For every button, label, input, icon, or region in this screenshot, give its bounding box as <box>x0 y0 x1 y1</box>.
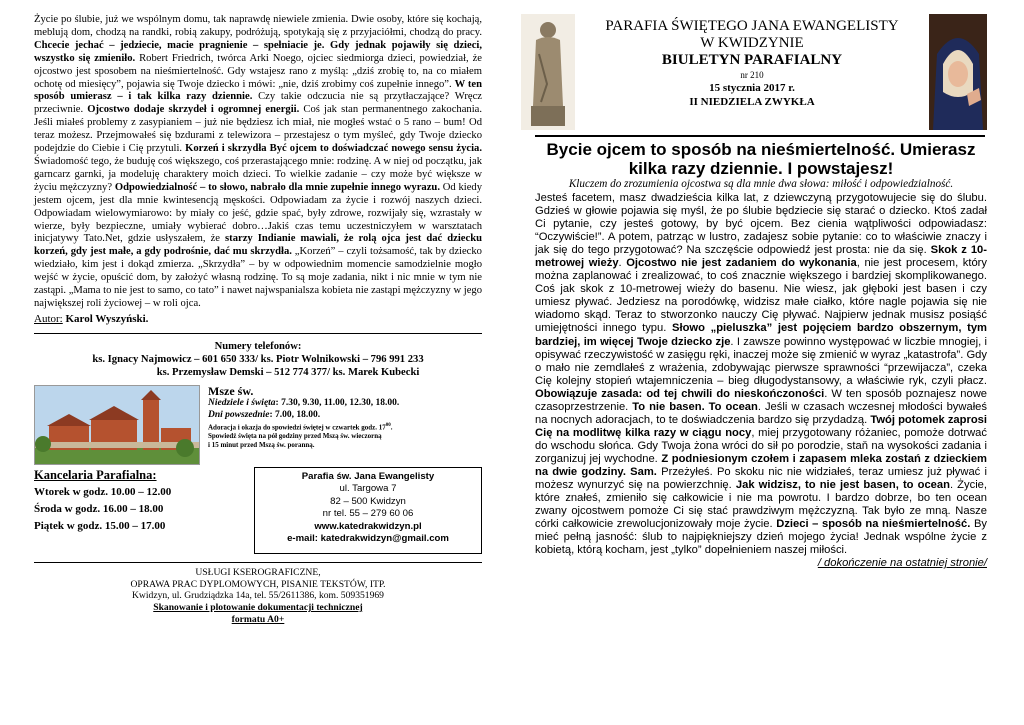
article-lead: Kluczem do zrozumienia ojcostwa są dla mnie dwa słowa: miłość i odpowiedzialność. <box>568 178 954 190</box>
mass-weekday: Dni powszednie: 7.00, 18.00. <box>208 409 321 420</box>
office-friday: Piątek w godz. 15.00 – 17.00 <box>34 519 166 532</box>
issue-date: 15 stycznia 2017 r. <box>709 82 795 94</box>
bulletin-title: BIULETYN PARAFIALNY <box>661 52 843 68</box>
article-headline: Bycie ojcem to sposób na nieśmiertelność. Umierasz kilka razy dziennie. I powstajesz! <box>546 140 976 178</box>
right-column <box>521 14 987 570</box>
print-services <box>34 562 482 626</box>
mass-times <box>208 385 399 465</box>
castle-image <box>34 385 200 465</box>
address-name: Parafia św. Jana Ewangelisty <box>301 470 435 482</box>
right-article: Jesteś facetem, masz dwadzieścia kilka lat, z dziewczyną przygotowujecie się do ślubu. Gdzieś w głowie pojawia się myśl, że po ślubie będziecie się starać o dziecko. Ktoś zadał Ci pytanie, czy jesteś gotowy, by być ojcem. Bez cienia wątpliwości odpowiadasz: “Oczywiście!”. A potem, patrząc w lustro, zadajesz sobie pytanie: co to właściwie znaczy i jak się do tego przygotować? Na szczęście odpowiedź jest prosta: nie da się. Skok z 10-metrowej wieży. Ojcostwo nie jest zadaniem do wykonania, nie jest procesem, który można zaplanować i zrealizować, to coś znacznie większego i bardziej skomplikowanego. Coś jak skok z 10-metrowej wieży do basenu. Nie wiesz, jak głęboki jest basen i czy umiesz pływać. Jedziesz na porodówkę, widzisz małe ciałko, które nagle pojawia się nie wiadomo skąd. Teraz to stworzonko nauczy Cię pływać. Najpierw jednak musisz posiąść umiejętności innego typu. Słowo „pieluszka” jest pojęciem bardzo obszernym, tym bardziej, im więcej Twoje dziecko zje. I zawsze powinno występować w liczbie mnogiej, i opisywać rzeczywistość w zasięgu ręki, inaczej może się zmienić w wyraz „katastrofa”. Gdy o mało nie zemdlałeś z wrażenia, zdobywając pierwsze sprawności “przewijacza”, czeka Cię kolejny stopień wtajemniczenia – bieg długodystansowy, a właściwie ryk, czyli płacz. Obowiązuje zasada: od tej chwili do nieskończoności. W ten sposób poznajesz nowe czasoprzestrzenie. To nie basen. To ocean. Jeśli w czasach wczesnej młodości bywałeś na nocnych adoracjach, to te doświadczenia bardzo się przydadzą. Twój potomek zaprosi Cię na modlitwę kilka razy w ciągu nocy, miej przygotowany różaniec, pomoże dotrwać do wschodu słońca. Gdy Twoja żona wróci do sił po porodzie, staň na wysokości zadania i zorganizuj jej wychodne. Z podniesionym czołem i zapasem mleka zostań z dzieckiem na dwie godziny. Sam. Przeżyłeś. Po skoku nic nie widziałeś, teraz umiesz już pływać i możesz wynurzyć się na powierzchnię. Jak widzisz, to nie jest basen, to ocean. Życie, które znałeś, zmieniło się całkowicie i nie ma powrotu. I bardzo dobrze, bo ten ocean zwany ojcostwem pomoże Ci się stać prawdziwym mężczyzną. Tak było ze mną. Nasze córki całkowicie zrewolucjonizowały moje życie. Dzieci – sposób na nieśmiertelność. By mieć pełną jasność: ślub to najpiękniejszy dzień mojego życia! Jednak wspólne życie z kobietą, którą kocham, jest „tylko” dopełnieniem naszej miłości. <box>535 192 988 557</box>
office-wednesday: Środa w godz. 16.00 – 18.00 <box>34 502 164 515</box>
castle-wall <box>35 442 199 448</box>
mass-sunday: Niedziele i święta: 7.30, 9.30, 11.00, 12.30, 18.00. <box>208 397 400 408</box>
services-line-1: USŁUGI KSEROGRAFICZNE, <box>195 566 321 578</box>
parish-town: W KWIDZYNIE <box>700 35 804 51</box>
office-tuesday: Wtorek w godz. 10.00 – 12.00 <box>34 485 172 498</box>
mass-note-1: Adoracja i okazja do spowiedzi świętej w czwartek godz. $17^{00}$. <box>208 422 393 432</box>
services-line-3: Kwidzyn, ul. Grudziądzka 14a, tel. 55/2611386, kom. 509351969 <box>132 590 384 602</box>
address-web-link[interactable]: www.katedrakwidzyn.pl <box>314 520 422 532</box>
liturgical-sunday: II NIEDZIELA ZWYKŁA <box>689 96 815 108</box>
address-email-link[interactable]: e-mail: katedrakwidzyn@gmail.com <box>287 533 449 545</box>
address-city: 82 – 500 Kwidzyn <box>330 495 406 507</box>
services-line-5: formatu A0+ <box>231 614 285 626</box>
services-line-2: OPRAWA PRAC DYPLOMOWYCH, PISANIE TEKSTÓW, ITP. <box>130 578 386 590</box>
mass-title: Msze św. <box>208 383 254 398</box>
saint-john-statue-image <box>521 14 575 130</box>
issue-number: nr 210 <box>740 70 764 80</box>
madonna-painting-image <box>929 14 987 130</box>
parish-office <box>34 467 244 554</box>
continued-note: / dokończenie na ostatniej stronie/ <box>817 557 987 570</box>
mass-section <box>34 385 482 465</box>
office-and-address <box>34 467 482 554</box>
left-article: Życie po ślubie, już we wspólnym domu, tak naprawdę niewiele zmienia. Dwie osoby, które się kochają, meblują dom, chodzą na randki, robią zakupy, podróżują, spotykają się z przyjaciółmi, chodzą do pracy. Chcecie jechać – jedziecie, macie pragnienie – spełniacie je. Gdy jednak pojawiły się dzieci, wszystko się zmieniło. Robert Friedrich, twórca Arki Noego, ojciec siedmiorga dzieci, powiedział, że ojcostwo jest sposobem na nieśmiertelność. Gdy wstajesz rano z myślą: „dziś zrobię to, na co miałem ochotę od miesięcy”, pojawia się Twoje dziecko i mówi: „nie, dziś zrobimy coś zupełnie innego”. W ten sposób umierasz – i tak kilka razy dziennie. Czy takie odczucia nie są przytłaczające? Wręcz przeciwnie. Ojcostwo dodaje skrzydeł i ogromnej energii. Coś jak stan permanentnego zakochania. Jeśli miałeś problemy z zasypianiem – już nie będziesz ich miał, nie mogłeś wstać o 5 rano – bum! Od teraz możesz. Przejmowałeś się bzdurami z telewizora – przestajesz o tym myśleć, gdy Twoje dziecko podejdzie do Ciebie i Cię przytuli. Korzeń i skrzydła Być ojcem to doświadczać nowego sensu życia. Świadomość tego, że buduję coś większego, coś przerastającego mnie: rodzinę. A w niej od początku, jak garncarz garnki, ja modeluję charaktery moich dzieci. To wielkie zadanie – czy może być większe w życiu mężczyzny? Odpowiedzialność – to słowo, nabrało dla mnie zupełnie innego wyrazu. Od kiedy jestem ojcem, jest dla mnie kwintesencją męskości. Odpowiadam za życie i rozwój naszych dzieci. Odpowiadam wielowymiarowo: by miały co jeść, gdzie spać, były zdrowe, rozwijały się, wzrastały w wierze, były bezpieczne, umiały wybierać dobro…Jakiś czas temu uczestniczyłem w warsztatach inicjatywy Tato.Net, gdzie usłyszałem, że starzy Indianie mawiali, że rolą ojca jest dać dziecku korzeń, gdy jest małe, a gdy podrośnie, dać mu skrzydła. „Korzeń” – czyli tożsamość, tak by dziecko wiedziało, kim jest i dokąd zmierza. „Skrzydła” – by w odpowiednim momencie samodzielnie mogło wejść w życie, opuścić dom, by założyć własną rodzinę. To są moje zadania, nikt i nic mnie w tym nie zastąpi. „Mama to nie jest to samo, co tato” i nawet najwspanialsza kobieta nie zastąpi mężczyzny w jego największej roli życiowej – w roli ojca. <box>34 14 483 309</box>
divider <box>34 333 482 334</box>
services-line-4: Skanowanie i plotowanie dokumentacji technicznej <box>153 602 363 614</box>
author-name: Karol Wyszyński. <box>65 312 149 325</box>
office-title: Kancelaria Parafialna: <box>34 467 157 482</box>
author-label: Autor: <box>34 312 63 325</box>
header-rule <box>535 135 985 137</box>
author-line <box>34 313 482 325</box>
phones-title: Numery telefonów: <box>214 340 302 352</box>
parish-address-box <box>254 467 482 554</box>
phone-numbers <box>34 340 482 379</box>
address-tel: nr tel. 55 – 279 60 06 <box>322 508 414 520</box>
phones-line-1: ks. Ignacy Najmowicz – 601 650 333/ ks. Piotr Wolnikowski – 796 991 233 <box>92 353 424 365</box>
bulletin-header <box>521 14 987 132</box>
phones-line-2: ks. Przemysław Demski – 512 774 377/ ks. Marek Kubecki <box>156 366 420 378</box>
parish-name: PARAFIA ŚWIĘTEGO JANA EWANGELISTY <box>605 18 899 34</box>
left-column <box>34 14 482 626</box>
address-street: ul. Targowa 7 <box>339 483 397 495</box>
mass-note-2: Spowiedź święta na pół godziny przed Mszą św. wieczorną <box>208 432 382 441</box>
header-titles <box>575 14 929 132</box>
mass-note-3: i 15 minut przed Mszą św. poranną. <box>208 441 315 450</box>
